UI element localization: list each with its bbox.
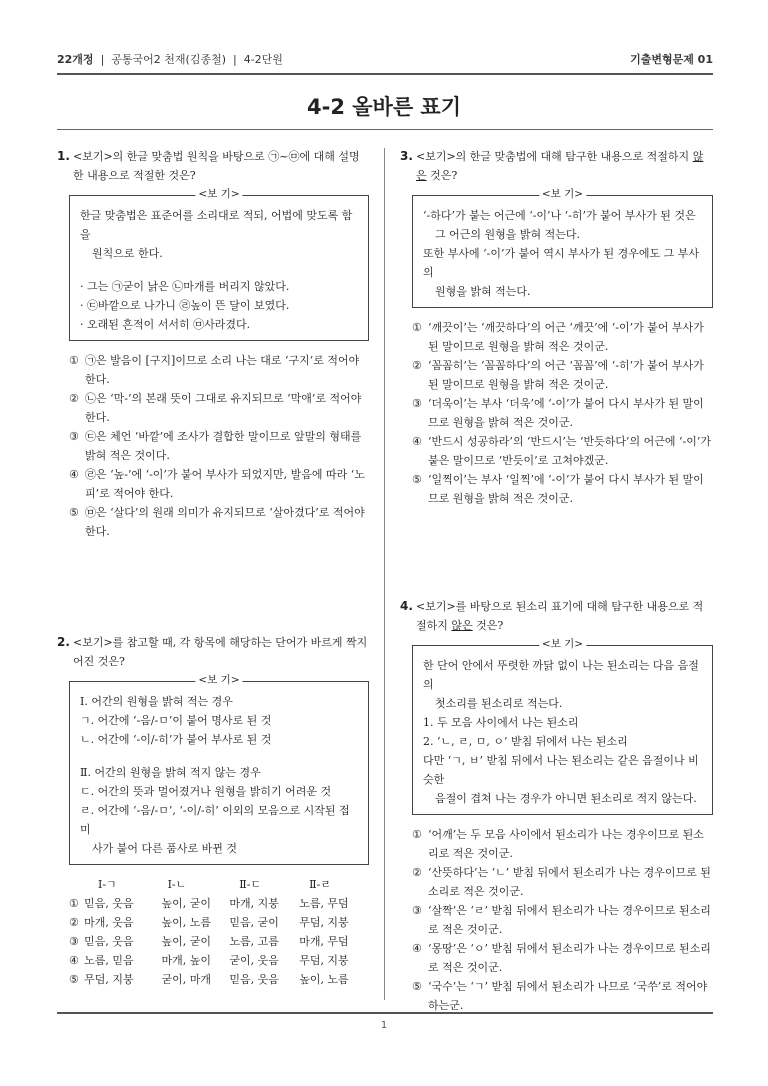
bogi-line: 1. 두 모음 사이에서 나는 된소리: [423, 716, 579, 729]
table-cell: 노름, 믿음: [84, 954, 134, 967]
table-header: [69, 875, 369, 894]
option-marker: ⑤: [412, 473, 422, 486]
question-text: <보기>의 한글 맞춤법 원칙을 바탕으로 ㉠~㉤에 대해 설명한 내용으로 적절한 것은?: [73, 150, 360, 182]
bogi-box: [412, 638, 713, 815]
option-marker: ③: [69, 935, 79, 948]
bogi-line: ㄱ. 어간에 ‘-음/-ㅁ’이 붙어 명사로 된 것: [80, 714, 272, 727]
answer-option[interactable]: [400, 901, 713, 939]
bogi-box: [69, 188, 369, 341]
option-text: ‘일찍이’는 부사 ‘일찍’에 ‘-이’가 붙어 다시 부사가 된 말이므로 원형을 밝혀 적은 것이군.: [428, 473, 704, 505]
option-marker: ③: [69, 430, 79, 443]
table-cell: 높이, 굳이: [161, 897, 211, 910]
question-4: [400, 597, 713, 1015]
question-text: 것은?: [426, 169, 458, 182]
answer-option[interactable]: [400, 470, 713, 508]
option-marker: ④: [412, 942, 422, 955]
option-marker: ⑤: [69, 973, 79, 986]
option-marker: ①: [412, 321, 422, 334]
question-text: 것은?: [472, 619, 504, 632]
question-text: <보기>를 바탕으로 된소리 표기에 대해 탐구한 내용으로 적절하지: [416, 600, 704, 632]
question-1-stem: [57, 147, 369, 185]
question-number: 3.: [400, 149, 413, 163]
table-row[interactable]: [69, 894, 369, 913]
header-sep: |: [100, 53, 105, 66]
option-text: ㉤은 ‘살다’의 원래 의미가 유지되므로 ‘살아겼다’로 적어야 한다.: [85, 506, 365, 538]
header-subject: 공통국어2 천재(김종철): [111, 53, 226, 66]
bogi-line: · ㉢바깥으로 나가니 ㉣높이 뜬 달이 보였다.: [80, 299, 290, 312]
question-3: [400, 147, 713, 508]
question-2-stem: [57, 633, 369, 671]
table-cell: 무덤, 지붕: [84, 973, 134, 986]
bogi-box: [412, 188, 713, 308]
question-text-emphasis: 않은: [416, 150, 704, 182]
option-marker: ②: [412, 359, 422, 372]
bogi-label: <보 기>: [539, 637, 586, 651]
option-text: ㉠은 발음이 [구지]이므로 소리 나는 대로 ‘구지’로 적어야 한다.: [85, 354, 360, 386]
option-marker: ②: [69, 392, 79, 405]
header-divider: [57, 73, 713, 75]
table-header-cell: Ⅰ-ㄴ: [167, 878, 187, 891]
table-cell: 높이, 노름: [161, 916, 211, 929]
option-text: ㉢은 체언 ‘바깥’에 조사가 결합한 말이므로 앞말의 형태를 밝혀 적은 것이다.: [85, 430, 362, 462]
bogi-box: [69, 674, 369, 865]
question-text-emphasis: 않은: [451, 619, 473, 632]
table-cell: 노름, 무덤: [299, 897, 349, 910]
answer-options: [400, 318, 713, 508]
answer-options: [400, 825, 713, 1015]
bogi-label: <보 기>: [539, 187, 586, 201]
table-cell: 마개, 높이: [161, 954, 211, 967]
bogi-line: · 그는 ㉠굳이 낡은 ㉡마개를 버리지 않았다.: [80, 280, 290, 293]
answer-option[interactable]: [400, 394, 713, 432]
table-row[interactable]: [69, 913, 369, 932]
table-cell: 마개, 무덤: [299, 935, 349, 948]
bogi-label: <보 기>: [195, 187, 242, 201]
option-text: ‘반드시 성공하라’의 ‘반드시’는 ‘반듯하다’의 어근에 ‘-이’가 붙은 말이므로 ‘반듯이’로 고쳐야겠군.: [428, 435, 711, 467]
table-row[interactable]: [69, 951, 369, 970]
question-4-stem: [400, 597, 713, 635]
answer-options: [57, 351, 369, 541]
question-text: <보기>의 한글 맞춤법에 대해 탐구한 내용으로 적절하지: [416, 150, 693, 163]
answer-table: [69, 875, 369, 989]
option-marker: ④: [69, 954, 79, 967]
answer-option[interactable]: [400, 825, 713, 863]
option-text: ‘산뜻하다’는 ‘ㄴ’ 받침 뒤에서 된소리가 나는 경우이므로 된소리로 적은 것이군.: [428, 866, 711, 898]
table-cell: 노름, 고름: [229, 935, 279, 948]
table-cell: 무덤, 지붕: [299, 954, 349, 967]
bogi-line: 사가 붙어 다른 품사로 바뀐 것: [92, 842, 237, 855]
bogi-line: Ⅱ. 어간의 원형을 밝혀 적지 않는 경우: [80, 766, 261, 779]
bogi-line: ㄴ. 어간에 ‘-이/-히’가 붙어 부사로 된 것: [80, 733, 272, 746]
header-label: 기출변형문제 01: [630, 53, 713, 66]
option-marker: ④: [69, 468, 79, 481]
table-cell: 높이, 노름: [299, 973, 349, 986]
header-course: 22개정: [57, 53, 94, 66]
question-text: <보기>를 참고할 때, 각 항목에 해당하는 단어가 바르게 짝지어진 것은?: [73, 636, 368, 668]
bogi-line: 한 단어 안에서 뚜렷한 까닭 없이 나는 된소리는 다음 음절의: [423, 659, 699, 691]
bogi-line: 다만 ‘ㄱ, ㅂ’ 받침 뒤에서 나는 된소리는 같은 음절이나 비슷한: [423, 754, 699, 786]
table-cell: 마개, 웃음: [84, 916, 134, 929]
table-cell: 굳이, 마개: [161, 973, 211, 986]
question-1: [57, 147, 369, 541]
table-cell: 믿음, 굳이: [229, 916, 279, 929]
table-cell: 굳이, 웃음: [229, 954, 279, 967]
bogi-line: 또한 부사에 ‘-이’가 붙어 역시 부사가 된 경우에도 그 부사의: [423, 247, 699, 279]
question-number: 1.: [57, 149, 70, 163]
option-text: ㉣은 ‘높-’에 ‘-이’가 붙어 부사가 되었지만, 발음에 따라 ‘노피’로 적어야 한다.: [85, 468, 365, 500]
answer-option[interactable]: [400, 318, 713, 356]
option-text: ‘꼼꼼히’는 ‘꼼꼼하다’의 어근 ‘꼼꼼’에 ‘-히’가 붙어 부사가 된 말이므로 원형을 밝혀 적은 것이군.: [428, 359, 704, 391]
header-sep: |: [233, 53, 237, 66]
page-number: 1: [380, 1020, 388, 1031]
table-header-cell: Ⅱ-ㄹ: [309, 878, 331, 891]
option-text: ‘몽땅’은 ‘ㅇ’ 받침 뒤에서 된소리가 나는 경우이므로 된소리로 적은 것이군.: [428, 942, 711, 974]
footer-divider: [57, 1012, 713, 1014]
table-header-cell: Ⅱ-ㄷ: [239, 878, 262, 891]
option-text: ‘국수’는 ‘ㄱ’ 받침 뒤에서 된소리가 나므로 ‘국쑤’로 적어야 하는군.: [428, 980, 708, 1012]
table-cell: 마개, 지붕: [229, 897, 279, 910]
answer-option[interactable]: [57, 427, 369, 465]
bogi-line: 한글 맞춤법은 표준어를 소리대로 적되, 어법에 맞도록 함을: [80, 209, 353, 241]
bogi-line: ‘-하다’가 붙는 어근에 ‘-이’나 ‘-히’가 붙어 부사가 된 것은: [423, 209, 696, 222]
header-left: [57, 51, 283, 67]
option-text: ‘더욱이’는 부사 ‘더욱’에 ‘-이’가 붙어 다시 부사가 된 말이므로 원형을 밝혀 적은 것이군.: [428, 397, 704, 429]
option-marker: ②: [412, 866, 422, 879]
page-header: [57, 48, 713, 68]
option-marker: ⑤: [69, 506, 79, 519]
question-2: [57, 633, 369, 989]
bogi-label: <보 기>: [195, 673, 242, 687]
page-title: 4-2 올바른 표기: [307, 95, 461, 119]
option-marker: ②: [69, 916, 79, 929]
question-number: 4.: [400, 599, 413, 613]
table-row[interactable]: [69, 932, 369, 951]
table-cell: 무덤, 지붕: [299, 916, 349, 929]
option-marker: ①: [69, 354, 79, 367]
bogi-line: 그 어근의 원형을 밝혀 적는다.: [435, 228, 580, 241]
bogi-line: ㄷ. 어간의 뜻과 멀어졌거나 원형을 밝히기 어려운 것: [80, 785, 332, 798]
bogi-line: 원형을 밝혀 적는다.: [435, 285, 531, 298]
answer-option[interactable]: [400, 863, 713, 901]
bogi-line: · 오래된 흔적이 서서히 ㉤사라겼다.: [80, 318, 251, 331]
option-text: ‘살짝’은 ‘ㄹ’ 받침 뒤에서 된소리가 나는 경우이므로 된소리로 적은 것이군.: [428, 904, 711, 936]
answer-option[interactable]: [57, 351, 369, 389]
option-marker: ①: [412, 828, 422, 841]
answer-option[interactable]: [57, 465, 369, 503]
table-cell: 믿음, 웃음: [229, 973, 279, 986]
title-divider: [57, 129, 713, 130]
option-marker: ③: [412, 904, 422, 917]
question-number: 2.: [57, 635, 70, 649]
option-text: ‘깨끗이’는 ‘깨끗하다’의 어근 ‘깨끗’에 ‘-이’가 붙어 부사가 된 말이므로 원형을 밝혀 적은 것이군.: [428, 321, 704, 353]
option-marker: ③: [412, 397, 422, 410]
table-cell: 믿음, 웃음: [84, 935, 134, 948]
table-cell: 높이, 굳이: [161, 935, 211, 948]
option-marker: ⑤: [412, 980, 422, 993]
bogi-line: 원칙으로 한다.: [92, 247, 163, 260]
column-divider: [384, 148, 385, 1000]
option-text: ㉡은 ‘막-’의 본래 뜻이 그대로 유지되므로 ‘막애’로 적어야 한다.: [85, 392, 362, 424]
answer-option[interactable]: [400, 939, 713, 977]
bogi-line: Ⅰ. 어간의 원형을 밝혀 적는 경우: [80, 695, 233, 708]
option-text: ‘어깨’는 두 모음 사이에서 된소리가 나는 경우이므로 된소리로 적은 것이군.: [428, 828, 704, 860]
answer-option[interactable]: [400, 432, 713, 470]
answer-option[interactable]: [400, 356, 713, 394]
bogi-line: ㄹ. 어간에 ‘-음/-ㅁ’, ‘-이/-히’ 이외의 모음으로 시작된 접미: [80, 804, 350, 836]
answer-option[interactable]: [400, 977, 713, 1015]
table-cell: 믿음, 웃음: [84, 897, 134, 910]
table-header-cell: Ⅰ-ㄱ: [97, 878, 117, 891]
bogi-line: 첫소리를 된소리로 적는다.: [435, 697, 563, 710]
answer-option[interactable]: [57, 503, 369, 541]
bogi-line: 음절이 겹쳐 나는 경우가 아니면 된소리로 적지 않는다.: [435, 792, 697, 805]
header-unit: 4-2단원: [243, 53, 283, 66]
question-3-stem: [400, 147, 713, 185]
table-row[interactable]: [69, 970, 369, 989]
answer-option[interactable]: [57, 389, 369, 427]
option-marker: ④: [412, 435, 422, 448]
bogi-line: 2. ‘ㄴ, ㄹ, ㅁ, ㅇ’ 받침 뒤에서 나는 된소리: [423, 735, 628, 748]
option-marker: ①: [69, 897, 79, 910]
